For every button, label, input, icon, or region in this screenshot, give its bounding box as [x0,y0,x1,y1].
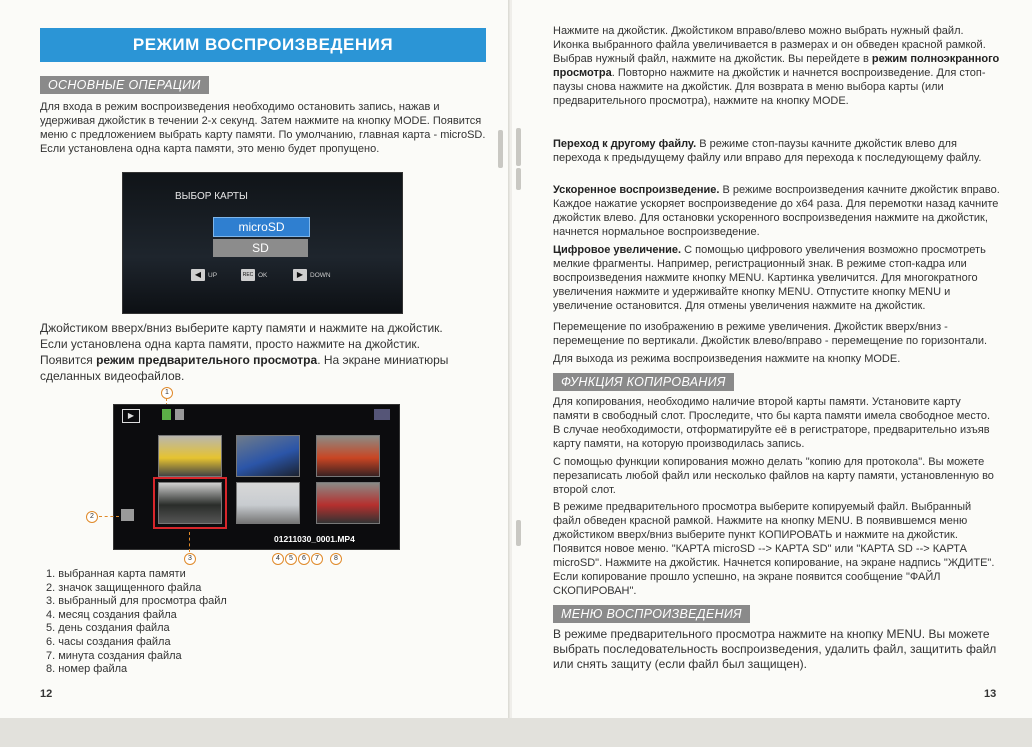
up-control [191,269,217,281]
after-menu-line-4: сделанных видеофайлов. [40,369,185,383]
callout-1: 1 [161,387,173,399]
page-number-right: 13 [984,688,997,700]
after-menu-line-3: Появится режим предварительного просмотра. На экране миниатюры [40,353,449,367]
after-menu-line-2: Если установлена одна карта памяти, просто нажмите на джойстик. [40,337,421,351]
right-page [512,0,1032,747]
thumbnail-4-selected[interactable] [158,482,222,524]
callout-7: 7 [311,553,323,565]
legend-item: 8. номер файла [46,663,128,676]
page-number-left: 12 [40,688,53,700]
ok-control [241,269,267,281]
up-label: UP [208,271,218,279]
page-bottom-shadow [0,718,1032,747]
down-control [293,269,331,281]
card-select-screen [122,172,403,314]
thumbnail-1[interactable] [158,435,222,477]
callout-5: 5 [285,553,297,565]
callout-4: 4 [272,553,284,565]
legend-item: 7. минута создания файла [46,649,182,662]
protect-status-icon [374,409,390,420]
thumbnail-5[interactable] [236,482,300,524]
file-name: 01211030_0001.MP4 [274,534,355,544]
para-fast-playback: Ускоренное воспроизведение. В режиме воспроизведения качните джойстик вправо. Каждое нажатие ускоряет воспроизведение до x64 раза. Для перемотки назад качните джойстик влево. Для остановки ускоренного воспроизведения нажмите на джойстик, начнется нормальное воспроизведение. [553,184,1000,238]
legend-item: 3. выбранный для просмотра файл [46,595,227,608]
lock-icon [121,509,134,521]
preview-screen [113,404,400,550]
after-menu-text [40,321,495,385]
para-copy-1: Для копирования, необходимо наличие второй карты памяти. Установите карту памяти в свободный слот. Проследите, что бы карта памяти имела свободное место. В случае необходимости, отформатируйте её в регистраторе, предварительно изъяв карту памяти, на которую производилась запись. [553,396,991,450]
margin-mark [516,520,521,546]
para-copy-3: В режиме предварительного просмотра выберите копируемый файл. Выбранный файл обведен красной рамкой. Нажмите на кнопку MENU. В появившемся меню джойстиком вверх/вниз выберите пункт КОПИРОВАТЬ и нажмите на джойстик. Появится новое меню. "КАРТА microSD --> КАРТА SD" или "КАРТА SD --> КАРТА microSD". Нажмите на джойстик. Начнется копирование, на экране надпись "ЖДИТЕ". Если копирование прошло успешно, на экране появится сообщение "ФАЙЛ СКОПИРОВАН". [553,501,995,597]
section-basic-operations: ОСНОВНЫЕ ОПЕРАЦИИ [40,76,209,94]
sd-card-icon [175,409,184,420]
para-navigation: Нажмите на джойстик. Джойстиком вправо/влево можно выбрать нужный файл. Иконка выбранного файла увеличивается в размерах и он обведен красной рамкой. Выбрав нужный файл, нажмите на джойстик. Вы перейдете в режим полноэкранного просмотра. Повторно нажмите на джойстик и начнется воспроизведение. Для стоп-паузы снова нажмите на джойстик. Для возврата в меню выбора карты (или предварительного просмотра), нажмите на кнопку MODE. [553,25,1000,107]
section-copy: ФУНКЦИЯ КОПИРОВАНИЯ [553,373,734,391]
thumbnail-3[interactable] [316,435,380,477]
para-digital-zoom: Цифровое увеличение. С помощью цифрового увеличения возможно просмотреть мелкие фрагменты. Например, регистрационный знак. В режиме стоп-кадра или воспроизведения нажмите кнопку MENU. Картинка увеличится. Для многократного увеличения нажмите и удерживайте кнопку MENU. Отпустите кнопку MENU и увеличение остановится. Для отмены увеличения нажмите на джойстик. [553,244,986,312]
callout-2-leader [99,516,119,517]
para-next-file: Переход к другому файлу. В режиме стоп-паузы качните джойстик влево для перехода к предыдущему файлу или вправо для перехода к последующему файлу. [553,138,982,164]
right-arrow-icon: ▶ [293,269,307,281]
option-microsd[interactable]: microSD [213,217,310,237]
para-zoom-move: Перемещение по изображению в режиме увеличения. Джойстик вверх/вниз - перемещение по вертикали. Джойстик влево/вправо - перемещение по горизонтали. [553,321,988,347]
callout-8: 8 [330,553,342,565]
legend-item: 4. месяц создания файла [46,608,177,621]
legend-item: 2. значок защищенного файла [46,581,202,594]
rec-key: REC [241,269,255,281]
margin-mark [516,128,521,166]
legend-list [46,568,227,677]
margin-mark [498,130,503,168]
ok-label: OK [258,271,268,279]
intro-paragraph: Для входа в режим воспроизведения необходимо остановить запись, нажав и удерживая джойстик в течении 2-х секунд. Затем нажмите на кнопку MODE. Появится меню с предложением выбрать карту памяти. По умолчанию, главная карта - microSD. Если установлена одна карта памяти, это меню будет пропущено. [40,101,486,155]
legend-item: 5. день создания файла [46,622,170,635]
thumbnail-6[interactable] [316,482,380,524]
margin-mark [516,168,521,190]
callout-3: 3 [184,553,196,565]
callout-2: 2 [86,511,98,523]
para-playback-menu: В режиме предварительного просмотра нажмите на кнопку MENU. Вы можете выбрать последовательность воспроизведения, удалить файл, защитить файл или снять защиту (если файл был защищен). [553,627,997,671]
down-label: DOWN [310,271,331,279]
page-title: РЕЖИМ ВОСПРОИЗВЕДЕНИЯ [40,28,486,62]
callout-6: 6 [298,553,310,565]
play-mode-icon: ▶ [122,409,140,423]
left-page [0,0,510,747]
legend-item: 1. выбранная карта памяти [46,568,186,580]
thumbnail-2[interactable] [236,435,300,477]
para-exit: Для выхода из режима воспроизведения нажмите на кнопку MODE. [553,353,901,365]
card-select-title: ВЫБОР КАРТЫ [175,191,248,202]
legend-item: 6. часы создания файла [46,635,171,648]
microsd-card-icon [162,409,171,420]
section-playback-menu: МЕНЮ ВОСПРОИЗВЕДЕНИЯ [553,605,750,623]
left-arrow-icon: ◀ [191,269,205,281]
option-sd[interactable]: SD [213,239,308,257]
callout-3-leader [189,532,191,552]
after-menu-line-1: Джойстиком вверх/вниз выберите карту памяти и нажмите на джойстик. [40,321,443,335]
para-copy-2: С помощью функции копирования можно делать "копию для протокола". Вы можете перезаписать любой файл или несколько файлов на карту памяти, установленную во второй слот. [553,456,994,496]
